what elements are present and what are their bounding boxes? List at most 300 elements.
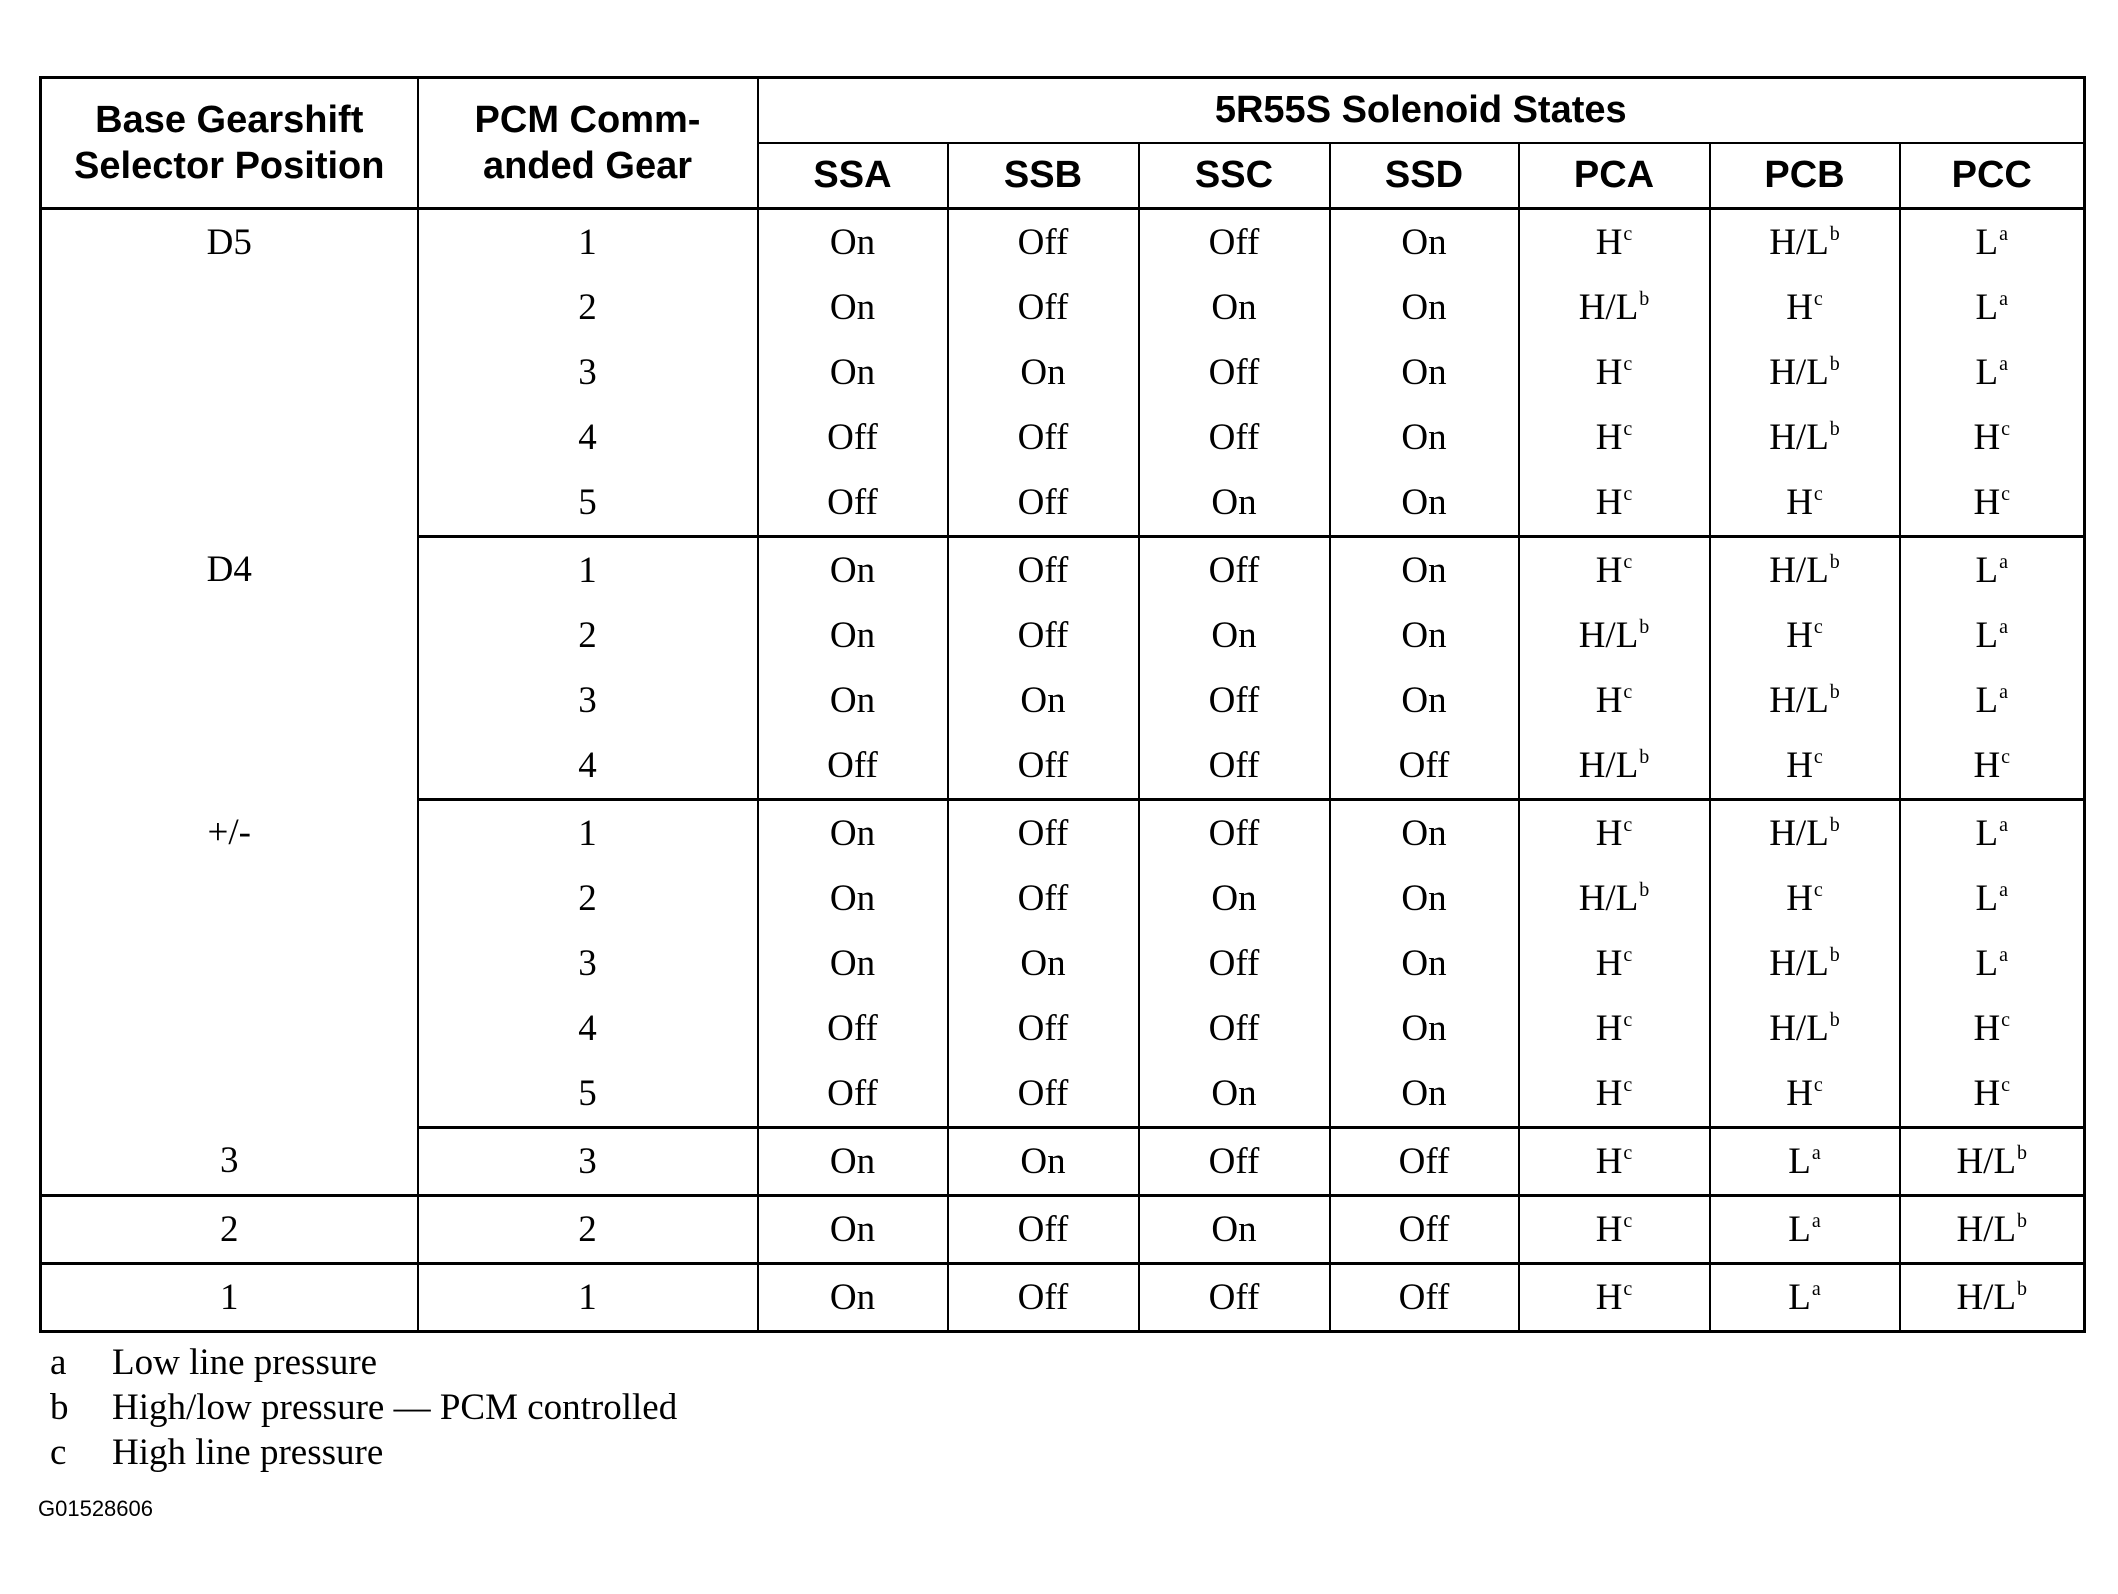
footnote-marker: a <box>1999 288 2008 310</box>
footnote-marker: c <box>2001 483 2011 505</box>
pcb-state-cell <box>1710 209 1900 276</box>
state-value: Off <box>1208 417 1260 458</box>
ssa-state-cell <box>758 733 948 800</box>
commanded-gear-cell: 1 <box>418 1264 758 1332</box>
state-value: H <box>1595 1008 1623 1049</box>
state-value: Off <box>1208 943 1260 984</box>
ssa-state-cell <box>758 405 948 470</box>
ssb-state-cell <box>948 470 1139 537</box>
footnote-marker: b <box>2017 1142 2028 1164</box>
footnote-marker: c <box>1623 681 1633 703</box>
state-value: Off <box>1017 813 1069 854</box>
state-value: Off <box>1017 1277 1069 1318</box>
ssb-state-cell <box>948 800 1139 867</box>
state-value: H/L <box>1769 550 1829 591</box>
ssc-state-cell <box>1139 340 1330 405</box>
state-value: H <box>1786 878 1813 919</box>
state-value: On <box>829 1141 876 1182</box>
ssb-state-cell <box>948 931 1139 996</box>
pcc-state-cell <box>1900 931 2085 996</box>
state-value: H/L <box>1578 745 1639 786</box>
footnote-marker: c <box>1623 1142 1633 1164</box>
header-pcb: PCB <box>1710 143 1900 209</box>
ssd-state-cell <box>1330 1264 1519 1332</box>
state-value: On <box>1401 615 1447 656</box>
state-value: Off <box>1017 1008 1069 1049</box>
ssd-state-cell <box>1330 603 1519 668</box>
commanded-gear-cell: 5 <box>418 470 758 537</box>
footnote-marker: c <box>1623 223 1633 245</box>
state-value: L <box>1788 1141 1811 1182</box>
ssb-state-cell <box>948 1264 1139 1332</box>
ssd-state-cell <box>1330 800 1519 867</box>
footnote-marker: a <box>1999 879 2008 901</box>
state-value: Off <box>1208 1008 1260 1049</box>
header-commanded-gear <box>418 78 758 209</box>
state-value: On <box>829 615 876 656</box>
ssb-state-cell <box>948 537 1139 604</box>
footnote-marker: c <box>1623 814 1633 836</box>
footnote-text: Low line pressure <box>112 1342 378 1383</box>
ssc-state-cell <box>1139 1264 1330 1332</box>
state-value: On <box>1401 352 1447 393</box>
footnotes <box>50 1340 677 1475</box>
ssc-state-cell <box>1139 1128 1330 1196</box>
ssb-state-cell <box>948 1128 1139 1196</box>
selector-position-cell: 1 <box>41 1264 418 1332</box>
footnote-marker: c <box>1813 288 1823 310</box>
ssd-state-cell <box>1330 733 1519 800</box>
state-value: Off <box>1208 1141 1260 1182</box>
ssb-state-cell <box>948 996 1139 1061</box>
state-value: Off <box>1017 482 1069 523</box>
ssa-state-cell <box>758 275 948 340</box>
state-value: On <box>829 287 876 328</box>
pcb-state-cell <box>1710 800 1900 867</box>
pcb-state-cell <box>1710 931 1900 996</box>
ssb-state-cell <box>948 1061 1139 1128</box>
pcb-state-cell <box>1710 1061 1900 1128</box>
header-solenoid-states-label: 5R55S Solenoid States <box>1214 89 1627 131</box>
pca-state-cell <box>1519 1264 1710 1332</box>
footnote-marker: b <box>1829 944 1840 966</box>
table-row <box>41 1264 2085 1332</box>
state-value: On <box>1401 680 1447 721</box>
state-value: L <box>1975 680 1999 721</box>
header-pcc: PCC <box>1900 143 2085 209</box>
ssd-state-cell <box>1330 405 1519 470</box>
ssa-state-cell <box>758 668 948 733</box>
header-pca: PCA <box>1519 143 1710 209</box>
selector-position-cell: 3 <box>41 1128 418 1196</box>
footnote-marker: c <box>1813 879 1823 901</box>
ssa-state-cell <box>758 209 948 276</box>
state-value: On <box>1401 482 1447 523</box>
ssb-state-cell <box>948 866 1139 931</box>
header-ssd: SSD <box>1330 143 1519 209</box>
pca-state-cell <box>1519 275 1710 340</box>
state-value: H/L <box>1769 943 1829 984</box>
pca-state-cell <box>1519 800 1710 867</box>
pcb-state-cell <box>1710 537 1900 604</box>
header-selector-position <box>41 78 418 209</box>
pca-state-cell <box>1519 1061 1710 1128</box>
state-value: H <box>1595 352 1623 393</box>
footnote-text: High line pressure <box>112 1432 384 1473</box>
state-value: Off <box>1017 1073 1069 1114</box>
state-value: L <box>1975 222 1999 263</box>
pcc-state-cell <box>1900 1128 2085 1196</box>
footnote-marker: c <box>1623 353 1633 375</box>
pca-state-cell <box>1519 733 1710 800</box>
state-value: On <box>1020 943 1066 984</box>
state-value: L <box>1975 878 1999 919</box>
footnote-marker: a <box>1999 681 2008 703</box>
footnote-marker: a <box>1811 1142 1821 1164</box>
pcb-state-cell <box>1710 275 1900 340</box>
footnote-b <box>50 1385 677 1430</box>
state-value: On <box>1401 1073 1447 1114</box>
commanded-gear-cell: 3 <box>418 1128 758 1196</box>
pcc-state-cell <box>1900 1196 2085 1264</box>
table-row <box>41 209 2085 276</box>
state-value: On <box>829 680 876 721</box>
commanded-gear-cell: 4 <box>418 996 758 1061</box>
state-value: On <box>1211 482 1257 523</box>
pcb-state-cell <box>1710 405 1900 470</box>
footnote-marker: b <box>1639 288 1650 310</box>
footnote-marker: b <box>1829 418 1840 440</box>
commanded-gear-cell: 2 <box>418 866 758 931</box>
ssc-state-cell <box>1139 209 1330 276</box>
state-value: Off <box>1017 1209 1069 1250</box>
pcb-state-cell <box>1710 1196 1900 1264</box>
footnote-marker: c <box>1813 746 1823 768</box>
pca-state-cell <box>1519 866 1710 931</box>
pcb-state-cell <box>1710 470 1900 537</box>
ssa-state-cell <box>758 603 948 668</box>
ssa-state-cell <box>758 996 948 1061</box>
pca-state-cell <box>1519 931 1710 996</box>
footnote-marker: b <box>1829 1009 1840 1031</box>
footnote-marker: b <box>2017 1210 2028 1232</box>
header-ssc: SSC <box>1139 143 1330 209</box>
state-value: L <box>1975 615 1999 656</box>
state-value: Off <box>1208 222 1260 263</box>
state-value: H <box>1595 550 1623 591</box>
state-value: H <box>1973 1008 2001 1049</box>
state-value: Off <box>827 1073 878 1114</box>
pcb-state-cell <box>1710 1128 1900 1196</box>
state-value: On <box>1401 287 1447 328</box>
state-value: H/L <box>1769 417 1829 458</box>
pca-state-cell <box>1519 1196 1710 1264</box>
commanded-gear-cell: 2 <box>418 1196 758 1264</box>
state-value: On <box>1211 615 1257 656</box>
pca-state-cell <box>1519 603 1710 668</box>
ssc-state-cell <box>1139 603 1330 668</box>
state-value: H <box>1973 482 2001 523</box>
commanded-gear-cell: 1 <box>418 537 758 604</box>
header-ssa: SSA <box>758 143 948 209</box>
ssc-state-cell <box>1139 537 1330 604</box>
footnote-marker: a <box>1811 1210 1821 1232</box>
state-value: L <box>1975 813 1999 854</box>
state-value: H <box>1973 1073 2001 1114</box>
selector-position-cell: D4 <box>41 537 418 800</box>
ssc-state-cell <box>1139 931 1330 996</box>
ssb-state-cell <box>948 603 1139 668</box>
state-value: H/L <box>1769 1008 1829 1049</box>
footnote-marker: a <box>1811 1278 1821 1300</box>
state-value: On <box>1211 287 1257 328</box>
ssc-state-cell <box>1139 470 1330 537</box>
ssd-state-cell <box>1330 470 1519 537</box>
figure-id: G01528606 <box>38 1496 153 1521</box>
state-value: L <box>1975 287 1999 328</box>
state-value: H/L <box>1769 222 1829 263</box>
state-value: H/L <box>1769 813 1829 854</box>
selector-position-cell: D5 <box>41 209 418 537</box>
state-value: Off <box>1208 352 1260 393</box>
pcc-state-cell <box>1900 866 2085 931</box>
ssd-state-cell <box>1330 668 1519 733</box>
footnote-marker: c <box>1623 418 1633 440</box>
state-value: Off <box>1017 615 1069 656</box>
ssa-state-cell <box>758 1264 948 1332</box>
pcb-state-cell <box>1710 603 1900 668</box>
pcc-state-cell <box>1900 603 2085 668</box>
state-value: Off <box>1017 222 1069 263</box>
pca-state-cell <box>1519 1128 1710 1196</box>
state-value: Off <box>1017 287 1069 328</box>
footnote-marker: c <box>1813 1074 1823 1096</box>
state-value: H <box>1786 745 1813 786</box>
state-value: Off <box>827 1008 878 1049</box>
state-value: On <box>829 1209 876 1250</box>
footnote-marker: b <box>1639 746 1650 768</box>
state-value: H <box>1973 417 2001 458</box>
footnote-marker: c <box>1623 944 1633 966</box>
ssb-state-cell <box>948 1196 1139 1264</box>
pcb-state-cell <box>1710 340 1900 405</box>
state-value: Off <box>1208 550 1260 591</box>
footnote-marker: b <box>1829 353 1840 375</box>
commanded-gear-cell: 3 <box>418 668 758 733</box>
footnote-marker: a <box>1999 814 2008 836</box>
ssa-state-cell <box>758 1196 948 1264</box>
footnote-c <box>50 1430 677 1475</box>
state-value: Off <box>1398 745 1450 786</box>
state-value: L <box>1788 1277 1811 1318</box>
state-value: H <box>1595 482 1623 523</box>
commanded-gear-cell: 3 <box>418 340 758 405</box>
state-value: H/L <box>1769 352 1829 393</box>
pca-state-cell <box>1519 996 1710 1061</box>
footnote-marker: c <box>1623 1210 1633 1232</box>
state-value: Off <box>1208 1277 1260 1318</box>
ssc-state-cell <box>1139 275 1330 340</box>
state-value: Off <box>1398 1209 1450 1250</box>
state-value: On <box>1401 417 1447 458</box>
state-value: Off <box>1398 1277 1450 1318</box>
state-value: On <box>1020 352 1066 393</box>
state-value: On <box>829 943 876 984</box>
state-value: H <box>1786 287 1813 328</box>
footnote-marker: a <box>1999 944 2008 966</box>
state-value: H <box>1595 1073 1623 1114</box>
ssa-state-cell <box>758 800 948 867</box>
footnote-marker: c <box>2001 418 2011 440</box>
footnote-marker: a <box>1999 353 2008 375</box>
footnote-marker: c <box>1623 483 1633 505</box>
state-value: On <box>829 813 876 854</box>
pcc-state-cell <box>1900 668 2085 733</box>
header-commanded-gear-label: PCM Comm- anded Gear <box>474 99 701 187</box>
ssb-state-cell <box>948 668 1139 733</box>
footnote-marker: b <box>1639 616 1650 638</box>
pcc-state-cell <box>1900 537 2085 604</box>
footnote-marker: b <box>2017 1278 2028 1300</box>
footnote-marker: b <box>1829 681 1840 703</box>
pcc-state-cell <box>1900 800 2085 867</box>
footnote-marker: a <box>1999 551 2008 573</box>
state-value: On <box>1401 943 1447 984</box>
ssd-state-cell <box>1330 1196 1519 1264</box>
ssd-state-cell <box>1330 340 1519 405</box>
state-value: H <box>1786 615 1813 656</box>
table-row <box>41 1196 2085 1264</box>
state-value: Off <box>1017 878 1069 919</box>
state-value: H/L <box>1956 1277 2017 1318</box>
state-value: Off <box>827 745 878 786</box>
pcc-state-cell <box>1900 1061 2085 1128</box>
footnote-marker: b <box>1829 551 1840 573</box>
pcb-state-cell <box>1710 1264 1900 1332</box>
footnote-marker: c <box>2001 1074 2011 1096</box>
pca-state-cell <box>1519 340 1710 405</box>
ssd-state-cell <box>1330 209 1519 276</box>
state-value: H <box>1973 745 2001 786</box>
pcc-state-cell <box>1900 733 2085 800</box>
state-value: H <box>1595 222 1623 263</box>
footnote-key: a <box>50 1342 67 1383</box>
commanded-gear-cell: 5 <box>418 1061 758 1128</box>
state-value: On <box>1401 222 1447 263</box>
header-selector-position-label: Base Gearshift Selector Position <box>74 99 385 187</box>
footnote-marker: c <box>1813 616 1823 638</box>
pcc-state-cell <box>1900 996 2085 1061</box>
ssd-state-cell <box>1330 537 1519 604</box>
state-value: H/L <box>1578 878 1639 919</box>
ssa-state-cell <box>758 537 948 604</box>
ssb-state-cell <box>948 340 1139 405</box>
state-value: On <box>1211 1209 1257 1250</box>
footnote-marker: a <box>1999 223 2008 245</box>
ssc-state-cell <box>1139 800 1330 867</box>
pca-state-cell <box>1519 668 1710 733</box>
commanded-gear-cell: 4 <box>418 733 758 800</box>
footnote-marker: c <box>1623 1278 1633 1300</box>
state-value: H/L <box>1578 615 1639 656</box>
state-value: On <box>829 222 876 263</box>
pcb-state-cell <box>1710 733 1900 800</box>
state-value: On <box>1020 1141 1066 1182</box>
state-value: L <box>1975 352 1999 393</box>
ssa-state-cell <box>758 470 948 537</box>
selector-position-cell: 2 <box>41 1196 418 1264</box>
ssc-state-cell <box>1139 733 1330 800</box>
ssd-state-cell <box>1330 275 1519 340</box>
ssc-state-cell <box>1139 866 1330 931</box>
state-value: H <box>1595 417 1623 458</box>
state-value: Off <box>1208 680 1260 721</box>
pcc-state-cell <box>1900 275 2085 340</box>
state-value: On <box>829 550 876 591</box>
state-value: On <box>829 1277 876 1318</box>
state-value: On <box>1401 878 1447 919</box>
footnote-marker: c <box>2001 1009 2011 1031</box>
state-value: On <box>1211 1073 1257 1114</box>
ssb-state-cell <box>948 733 1139 800</box>
table-row <box>41 537 2085 604</box>
state-value: Off <box>827 417 878 458</box>
ssc-state-cell <box>1139 1196 1330 1264</box>
commanded-gear-cell: 1 <box>418 209 758 276</box>
state-value: Off <box>827 482 878 523</box>
pcb-state-cell <box>1710 668 1900 733</box>
state-value: Off <box>1017 417 1069 458</box>
state-value: On <box>1401 1008 1447 1049</box>
state-value: H/L <box>1956 1141 2017 1182</box>
pcb-state-cell <box>1710 996 1900 1061</box>
state-value: Off <box>1017 745 1069 786</box>
commanded-gear-cell: 2 <box>418 603 758 668</box>
ssd-state-cell <box>1330 866 1519 931</box>
pcc-state-cell <box>1900 340 2085 405</box>
solenoid-states-table <box>39 76 2086 1333</box>
header-solenoid-states <box>758 78 2085 144</box>
state-value: Off <box>1017 550 1069 591</box>
state-value: H/L <box>1769 680 1829 721</box>
footnote-text: High/low pressure — PCM controlled <box>112 1387 678 1428</box>
state-value: H <box>1786 1073 1813 1114</box>
state-value: Off <box>1398 1141 1450 1182</box>
pcc-state-cell <box>1900 470 2085 537</box>
footnote-marker: b <box>1639 879 1650 901</box>
pca-state-cell <box>1519 405 1710 470</box>
ssc-state-cell <box>1139 405 1330 470</box>
ssd-state-cell <box>1330 1128 1519 1196</box>
ssa-state-cell <box>758 866 948 931</box>
table-row <box>41 1128 2085 1196</box>
footnote-marker: c <box>1813 483 1823 505</box>
ssa-state-cell <box>758 1061 948 1128</box>
state-value: L <box>1788 1209 1811 1250</box>
footnote-marker: c <box>2001 746 2011 768</box>
ssa-state-cell <box>758 931 948 996</box>
state-value: H <box>1595 1277 1623 1318</box>
ssa-state-cell <box>758 1128 948 1196</box>
state-value: H <box>1595 680 1623 721</box>
pcc-state-cell <box>1900 1264 2085 1332</box>
ssb-state-cell <box>948 209 1139 276</box>
footnote-key: b <box>50 1387 69 1428</box>
footnote-marker: b <box>1829 814 1840 836</box>
pcb-state-cell <box>1710 866 1900 931</box>
pcc-state-cell <box>1900 209 2085 276</box>
state-value: L <box>1975 550 1999 591</box>
